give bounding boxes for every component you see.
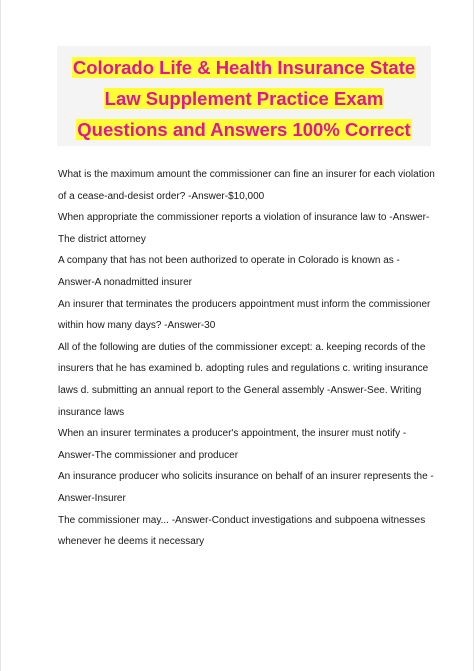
qa-item: All of the following are duties of the commissioner except: a. keeping records of the insurers that he has examined b. adopting rules and regulations c. writing insurance laws d. submitting an annual report to the General assembly -Answer-See. Writing insurance laws — [58, 341, 429, 418]
qa-item: An insurance producer who solicits insurance on behalf of an insurer represents the -Answer-Insurer — [58, 471, 434, 504]
qa-item: When an insurer terminates a producer's appointment, the insurer must notify -Answer-The commissioner and producer — [58, 428, 407, 461]
qa-item: The commissioner may... -Answer-Conduct investigations and subpoena witnesses whenever he deems it necessary — [58, 514, 426, 548]
qa-item: What is the maximum amount the commissioner can fine an insurer for each violation of a cease-and-desist order? -Answer-$10,000 — [58, 169, 435, 202]
qa-item: A company that has not been authorized to operate in Colorado is known as -Answer-A nonadmitted insurer — [58, 255, 400, 288]
qa-list — [58, 164, 436, 553]
qa-item: When appropriate the commissioner reports a violation of insurance law to -Answer-The district attorney — [58, 212, 430, 245]
title-highlight: Colorado Life & Health Insurance State Law Supplement Practice Exam Questions and Answers 100% Correct — [72, 57, 416, 140]
qa-item: An insurer that terminates the producers appointment must inform the commissioner within how many days? -Answer-30 — [58, 298, 431, 332]
document-title — [57, 52, 431, 145]
